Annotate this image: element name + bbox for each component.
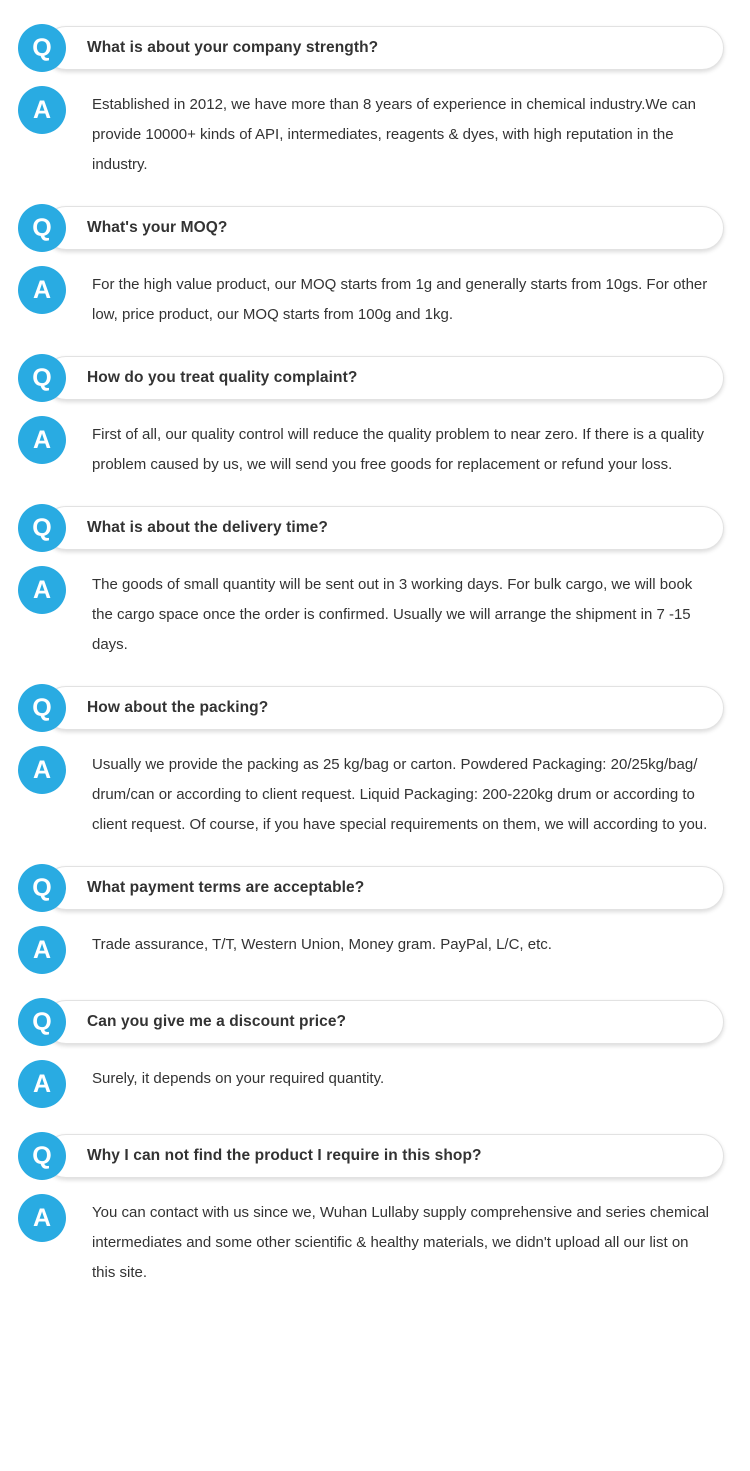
faq-answer-row xyxy=(18,1054,724,1108)
answer-text: Usually we provide the packing as 25 kg/bag or carton. Powdered Packaging: 20/25kg/bag/ drum/can or according to client request. Liquid Packaging: 200-220kg drum or according to client request. Of course, if you have special requirements on them, we will according to you. xyxy=(92,756,708,833)
answer-badge: A xyxy=(18,416,66,464)
question-badge: Q xyxy=(18,24,66,72)
faq-question-row[interactable] xyxy=(18,1130,724,1182)
faq-answer-row xyxy=(18,740,724,840)
question-text: What is about your company strength? xyxy=(87,39,379,56)
faq-answer-row xyxy=(18,410,724,480)
question-text: What's your MOQ? xyxy=(87,219,228,236)
answer-badge: A xyxy=(18,566,66,614)
faq-item xyxy=(18,862,724,974)
question-bubble[interactable] xyxy=(44,1134,724,1178)
question-bubble[interactable] xyxy=(44,866,724,910)
faq-question-row[interactable] xyxy=(18,862,724,914)
faq-question-row[interactable] xyxy=(18,22,724,74)
question-bubble[interactable] xyxy=(44,356,724,400)
question-text: Can you give me a discount price? xyxy=(87,1013,347,1030)
question-badge: Q xyxy=(18,1132,66,1180)
faq-question-row[interactable] xyxy=(18,996,724,1048)
question-text: What payment terms are acceptable? xyxy=(87,879,365,896)
answer-text: Surely, it depends on your required quantity. xyxy=(92,1070,385,1087)
answer-text: The goods of small quantity will be sent out in 3 working days. For bulk cargo, we will book the cargo space once the order is confirmed. Usually we will arrange the shipment in 7 -15 days. xyxy=(92,576,693,653)
question-bubble[interactable] xyxy=(44,506,724,550)
faq-item xyxy=(18,1130,724,1288)
faq-list xyxy=(18,22,724,1288)
question-badge: Q xyxy=(18,354,66,402)
faq-answer-row xyxy=(18,560,724,660)
faq-question-row[interactable] xyxy=(18,682,724,734)
answer-text: Established in 2012, we have more than 8 years of experience in chemical industry.We can provide 10000+ kinds of API, intermediates, reagents & dyes, with high reputation in the industry. xyxy=(92,96,696,173)
answer-badge: A xyxy=(18,86,66,134)
answer-text: You can contact with us since we, Wuhan Lullaby supply comprehensive and series chemical intermediates and some other scientific & healthy materials, we didn't upload all our list on this site. xyxy=(92,1204,710,1281)
faq-answer-row xyxy=(18,1188,724,1288)
question-badge: Q xyxy=(18,504,66,552)
faq-item xyxy=(18,502,724,660)
faq-question-row[interactable] xyxy=(18,352,724,404)
answer-badge: A xyxy=(18,1060,66,1108)
faq-question-row[interactable] xyxy=(18,502,724,554)
faq-answer-row xyxy=(18,260,724,330)
faq-answer-row xyxy=(18,80,724,180)
question-bubble[interactable] xyxy=(44,206,724,250)
question-text: How about the packing? xyxy=(87,699,269,716)
answer-text: Trade assurance, T/T, Western Union, Money gram. PayPal, L/C, etc. xyxy=(92,936,552,953)
faq-question-row[interactable] xyxy=(18,202,724,254)
question-badge: Q xyxy=(18,204,66,252)
faq-item xyxy=(18,682,724,840)
faq-item xyxy=(18,22,724,180)
answer-badge: A xyxy=(18,266,66,314)
faq-item xyxy=(18,202,724,330)
question-badge: Q xyxy=(18,684,66,732)
question-text: Why I can not find the product I require in this shop? xyxy=(87,1147,482,1164)
answer-badge: A xyxy=(18,1194,66,1242)
answer-badge: A xyxy=(18,926,66,974)
question-badge: Q xyxy=(18,998,66,1046)
faq-item xyxy=(18,352,724,480)
question-text: How do you treat quality complaint? xyxy=(87,369,358,386)
answer-text: For the high value product, our MOQ starts from 1g and generally starts from 10gs. For other low, price product, our MOQ starts from 100g and 1kg. xyxy=(92,276,708,323)
question-badge: Q xyxy=(18,864,66,912)
answer-text: First of all, our quality control will reduce the quality problem to near zero. If there is a quality problem caused by us, we will send you free goods for replacement or refund your loss. xyxy=(92,426,704,473)
question-bubble[interactable] xyxy=(44,26,724,70)
faq-item xyxy=(18,996,724,1108)
question-bubble[interactable] xyxy=(44,686,724,730)
question-text: What is about the delivery time? xyxy=(87,519,328,536)
answer-badge: A xyxy=(18,746,66,794)
question-bubble[interactable] xyxy=(44,1000,724,1044)
faq-answer-row xyxy=(18,920,724,974)
